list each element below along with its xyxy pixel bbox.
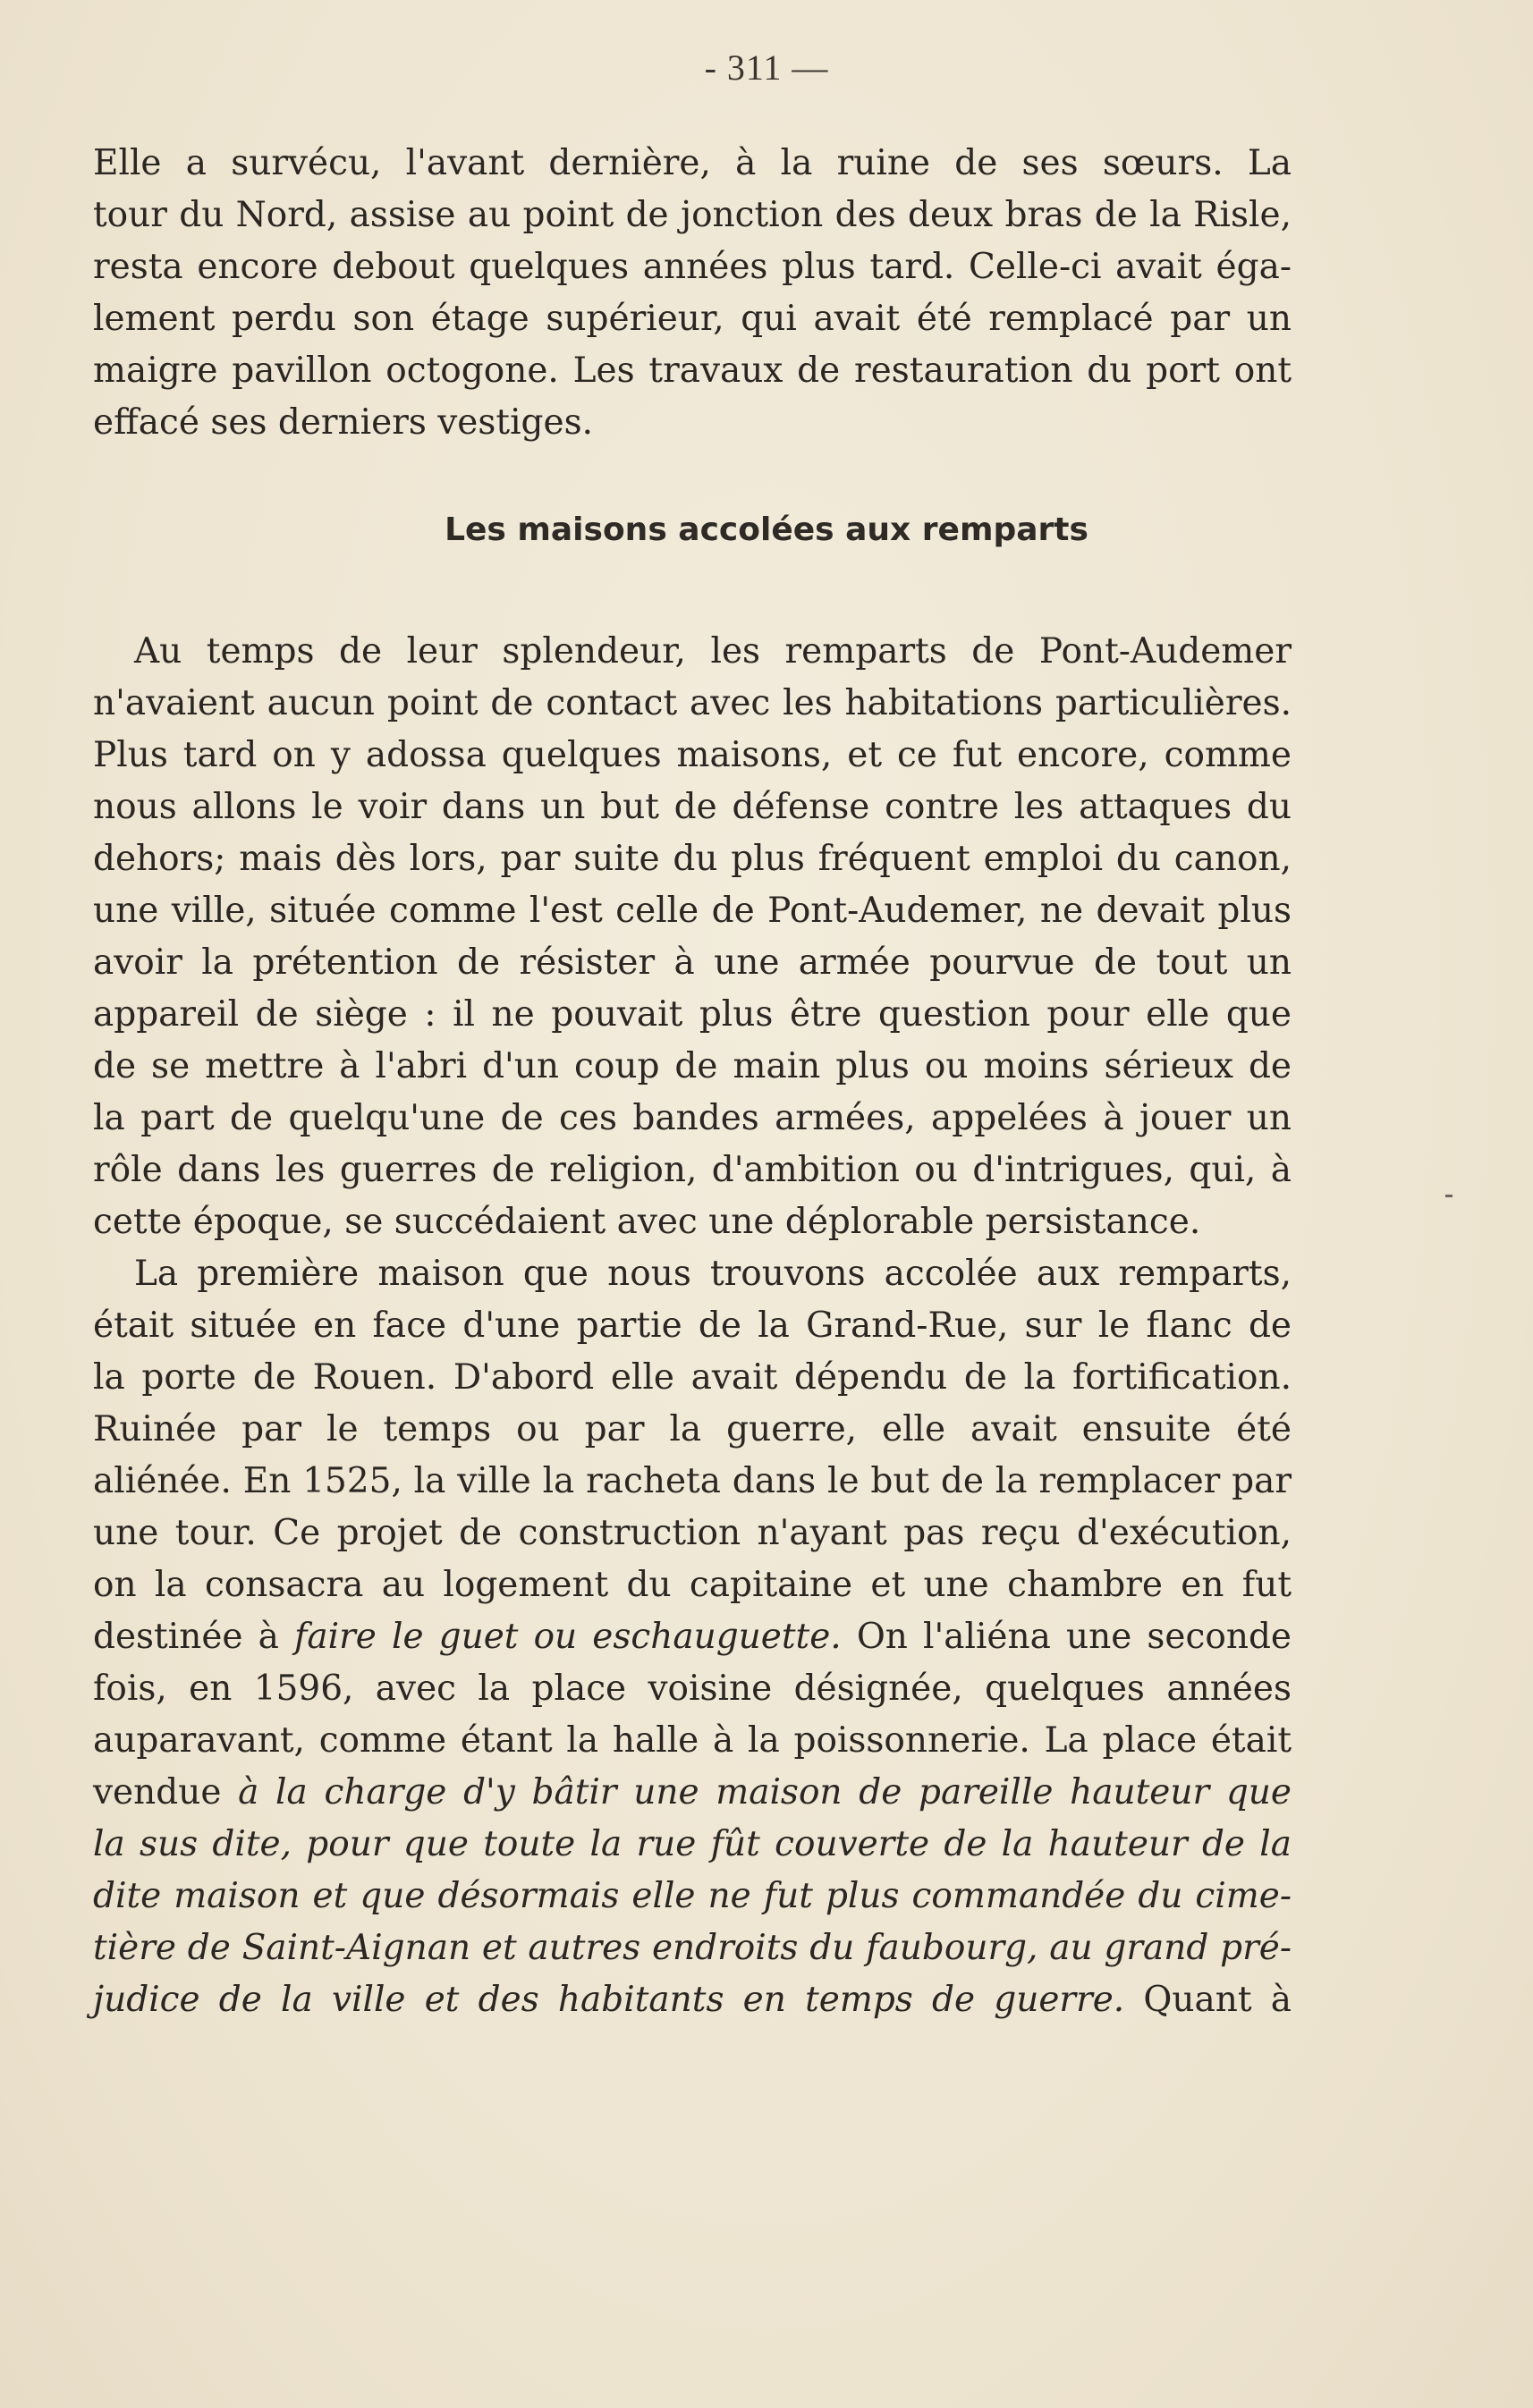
text-line: cette époque, se succédaient avec une déplorable persistance.	[93, 1202, 1201, 1242]
text-line: resta encore debout quelques années plus tard. Celle-ci avait éga-	[93, 247, 1292, 287]
text-line: la porte de Rouen. D'abord elle avait dépendu de la fortification.	[93, 1357, 1292, 1398]
text-line	[93, 1819, 1292, 1871]
page-number: - 311 —	[704, 47, 829, 88]
margin-mark	[1445, 1195, 1453, 1197]
text-line	[93, 1767, 1292, 1819]
paragraph-intro	[93, 138, 1292, 449]
body-text	[93, 626, 1292, 2026]
text-line: dehors; mais dès lors, par suite du plus fréquent emploi du canon,	[93, 839, 1292, 879]
text-line	[93, 1871, 1292, 1922]
section-heading: Les maisons accolées aux remparts	[445, 511, 1088, 548]
italic-text: dite maison et que désormais elle ne fut plus commandée du cime-	[93, 1876, 1292, 1916]
italic-text: judice de la ville et des habitants en temps de guerre.	[93, 1980, 1125, 2020]
text-line: lement perdu son étage supérieur, qui avait été remplacé par un	[93, 299, 1292, 339]
text-line: avoir la prétention de résister à une armée pourvue de tout un	[93, 942, 1292, 983]
text-line: Plus tard on y adossa quelques maisons, et ce fut encore, comme	[93, 735, 1292, 775]
text-line: La première maison que nous trouvons accolée aux remparts,	[134, 1254, 1292, 1294]
text-line: Ruinée par le temps ou par la guerre, elle avait ensuite été	[93, 1409, 1292, 1449]
italic-text: à la charge d'y bâtir une maison de pareille hauteur que	[238, 1772, 1292, 1812]
text-run: vendue	[93, 1772, 239, 1812]
text-line: nous allons le voir dans un but de défense contre les attaques du	[93, 787, 1292, 827]
text-line: une tour. Ce projet de construction n'ayant pas reçu d'exécution,	[93, 1513, 1292, 1553]
text-line: on la consacra au logement du capitaine et une chambre en fut	[93, 1565, 1292, 1605]
italic-text: tière de Saint-Aignan et autres endroits du faubourg, au grand pré-	[93, 1928, 1292, 1968]
text-line: Au temps de leur splendeur, les remparts de Pont-Audemer	[134, 631, 1292, 672]
text-run: destinée à	[93, 1617, 294, 1657]
text-line: aliénée. En 1525, la ville la racheta dans le but de la remplacer par	[93, 1461, 1292, 1501]
text-line	[93, 1974, 1292, 2026]
text-line: auparavant, comme étant la halle à la poissonnerie. La place était	[93, 1720, 1292, 1761]
text-line: Elle a survécu, l'avant dernière, à la ruine de ses sœurs. La	[93, 143, 1292, 183]
text-line	[93, 1922, 1292, 1974]
text-line: fois, en 1596, avec la place voisine désignée, quelques années	[93, 1669, 1292, 1709]
text-run: Quant à	[1124, 1980, 1292, 2020]
text-line: appareil de siège : il ne pouvait plus être question pour elle que	[93, 994, 1292, 1035]
text-line: de se mettre à l'abri d'un coup de main plus ou moins sérieux de	[93, 1046, 1292, 1086]
text-line: la part de quelqu'une de ces bandes armées, appelées à jouer un	[93, 1098, 1292, 1138]
text-line: tour du Nord, assise au point de jonction des deux bras de la Risle,	[93, 195, 1292, 235]
text-line: rôle dans les guerres de religion, d'ambition ou d'intrigues, qui, à	[93, 1150, 1292, 1190]
text-line	[93, 1611, 1292, 1663]
text-run: On l'aliéna une seconde	[841, 1617, 1292, 1657]
italic-text: faire le guet ou eschauguette.	[293, 1617, 842, 1657]
text-line: une ville, située comme l'est celle de Pont-Audemer, ne devait plus	[93, 891, 1292, 931]
text-line: n'avaient aucun point de contact avec les habitations particulières.	[93, 683, 1292, 723]
italic-text: la sus dite, pour que toute la rue fût couverte de la hauteur de la	[93, 1824, 1292, 1864]
text-line: était située en face d'une partie de la Grand-Rue, sur le flanc de	[93, 1305, 1292, 1346]
text-line: effacé ses derniers vestiges.	[93, 402, 594, 443]
text-line: maigre pavillon octogone. Les travaux de restauration du port ont	[93, 351, 1292, 391]
